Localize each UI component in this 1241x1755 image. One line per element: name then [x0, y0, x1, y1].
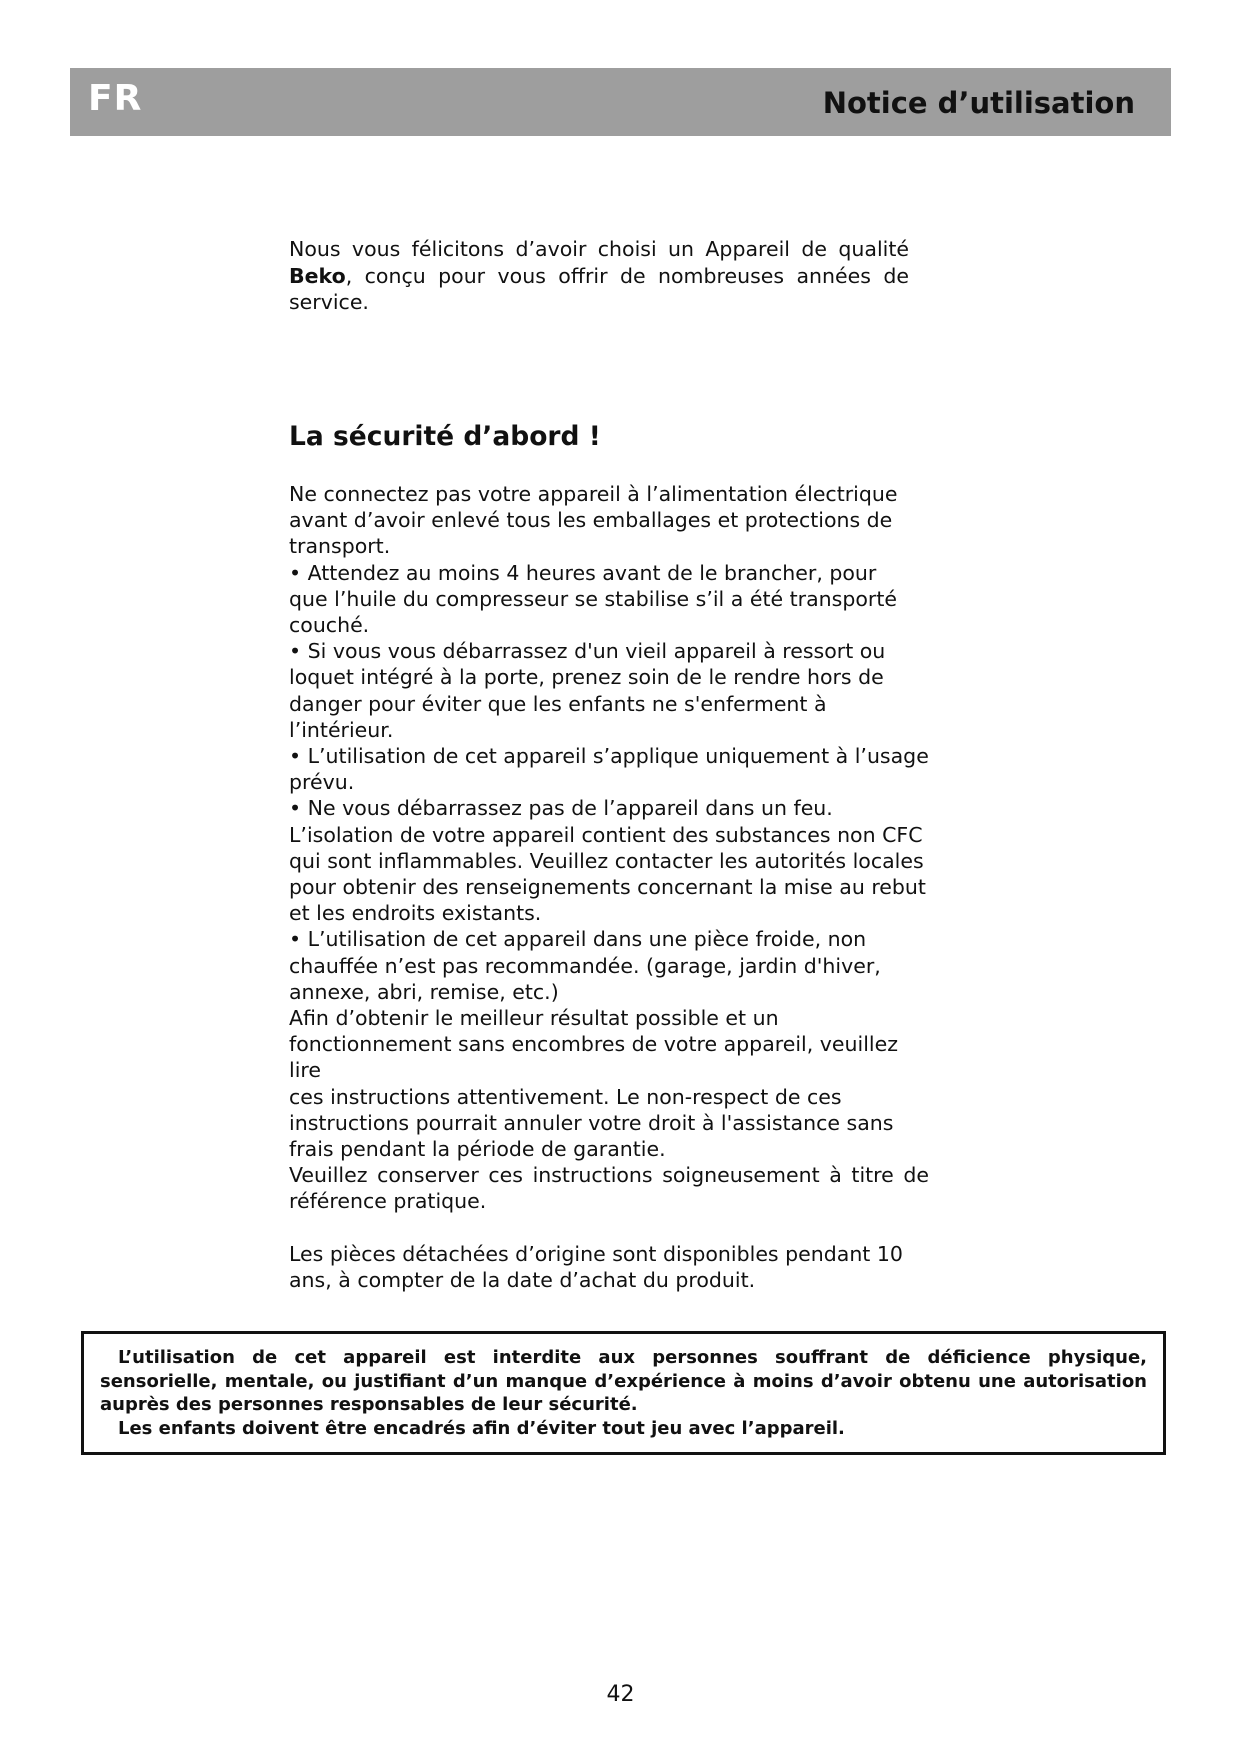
- text-line: fonctionnement sans encombres de votre appareil, veuillez lire: [289, 1032, 898, 1083]
- warning-box: [81, 1331, 1166, 1455]
- text-line: Afin d’obtenir le meilleur résultat possible et un: [289, 1006, 779, 1031]
- warning-paragraph: L’utilisation de cet appareil est interdite aux personnes souffrant de déficience physique, sensorielle, mentale, ou justifiant d’un manque d’expérience à moins d’avoir obtenu une autorisation auprès des personnes responsables de leur sécurité.: [100, 1347, 1147, 1415]
- text-line: que l’huile du compresseur se stabilise s’il a été transporté: [289, 586, 897, 611]
- text-line: • Ne vous débarrassez pas de l’appareil dans un feu.: [289, 796, 833, 821]
- safety-text: [289, 481, 929, 1293]
- text-line: danger pour éviter que les enfants ne s'enferment à l’intérieur.: [289, 691, 827, 742]
- text-line: • L’utilisation de cet appareil s’applique uniquement à l’usage: [289, 744, 929, 769]
- text-line: prévu.: [289, 770, 355, 795]
- text-line: chauffée n’est pas recommandée. (garage, jardin d'hiver,: [289, 953, 881, 978]
- text-line: • L’utilisation de cet appareil dans une pièce froide, non: [289, 927, 867, 952]
- text-line: et les endroits existants.: [289, 901, 542, 926]
- intro-text-start: Nous vous félicitons d’avoir choisi un Appareil de qualité: [289, 237, 909, 261]
- text-line: référence pratique.: [289, 1189, 487, 1214]
- warning-paragraph: Les enfants doivent être encadrés afin d’éviter tout jeu avec l’appareil.: [118, 1417, 845, 1439]
- text-line: • Attendez au moins 4 heures avant de le brancher, pour: [289, 560, 877, 585]
- brand-name: Beko: [289, 263, 346, 288]
- text-line: Ne connectez pas votre appareil à l’alimentation électrique: [289, 482, 898, 506]
- text-line: annexe, abri, remise, etc.): [289, 979, 559, 1004]
- language-code: FR: [88, 78, 143, 119]
- text-line: Veuillez conserver ces instructions soigneusement à titre de: [289, 1163, 929, 1188]
- text-line: qui sont inflammables. Veuillez contacter les autorités locales: [289, 848, 924, 873]
- text-line: couché.: [289, 613, 370, 638]
- page-number: 42: [606, 1682, 635, 1707]
- intro-text-end: , conçu pour vous offrir de nombreuses années de service.: [289, 263, 909, 314]
- text-line: ces instructions attentivement. Le non-respect de ces: [289, 1084, 842, 1109]
- text-line: transport.: [289, 534, 391, 559]
- header-band: [70, 68, 1171, 136]
- document-title: Notice d’utilisation: [822, 86, 1135, 120]
- intro-paragraph: [289, 236, 909, 316]
- paragraph-gap: [289, 1215, 929, 1241]
- text-line: instructions pourrait annuler votre droit à l'assistance sans: [289, 1110, 894, 1135]
- spare-parts-line: Les pièces détachées d’origine sont disponibles pendant 10: [289, 1241, 903, 1266]
- spare-parts-line: ans, à compter de la date d’achat du produit.: [289, 1267, 756, 1292]
- text-line: • Si vous vous débarrassez d'un vieil appareil à ressort ou: [289, 639, 886, 664]
- text-line: avant d’avoir enlevé tous les emballages et protections de: [289, 508, 893, 533]
- text-line: pour obtenir des renseignements concernant la mise au rebut: [289, 875, 926, 900]
- text-line: frais pendant la période de garantie.: [289, 1137, 666, 1162]
- text-line: L’isolation de votre appareil contient des substances non CFC: [289, 822, 923, 847]
- text-line: loquet intégré à la porte, prenez soin de le rendre hors de: [289, 665, 884, 690]
- section-title: La sécurité d’abord !: [289, 421, 601, 452]
